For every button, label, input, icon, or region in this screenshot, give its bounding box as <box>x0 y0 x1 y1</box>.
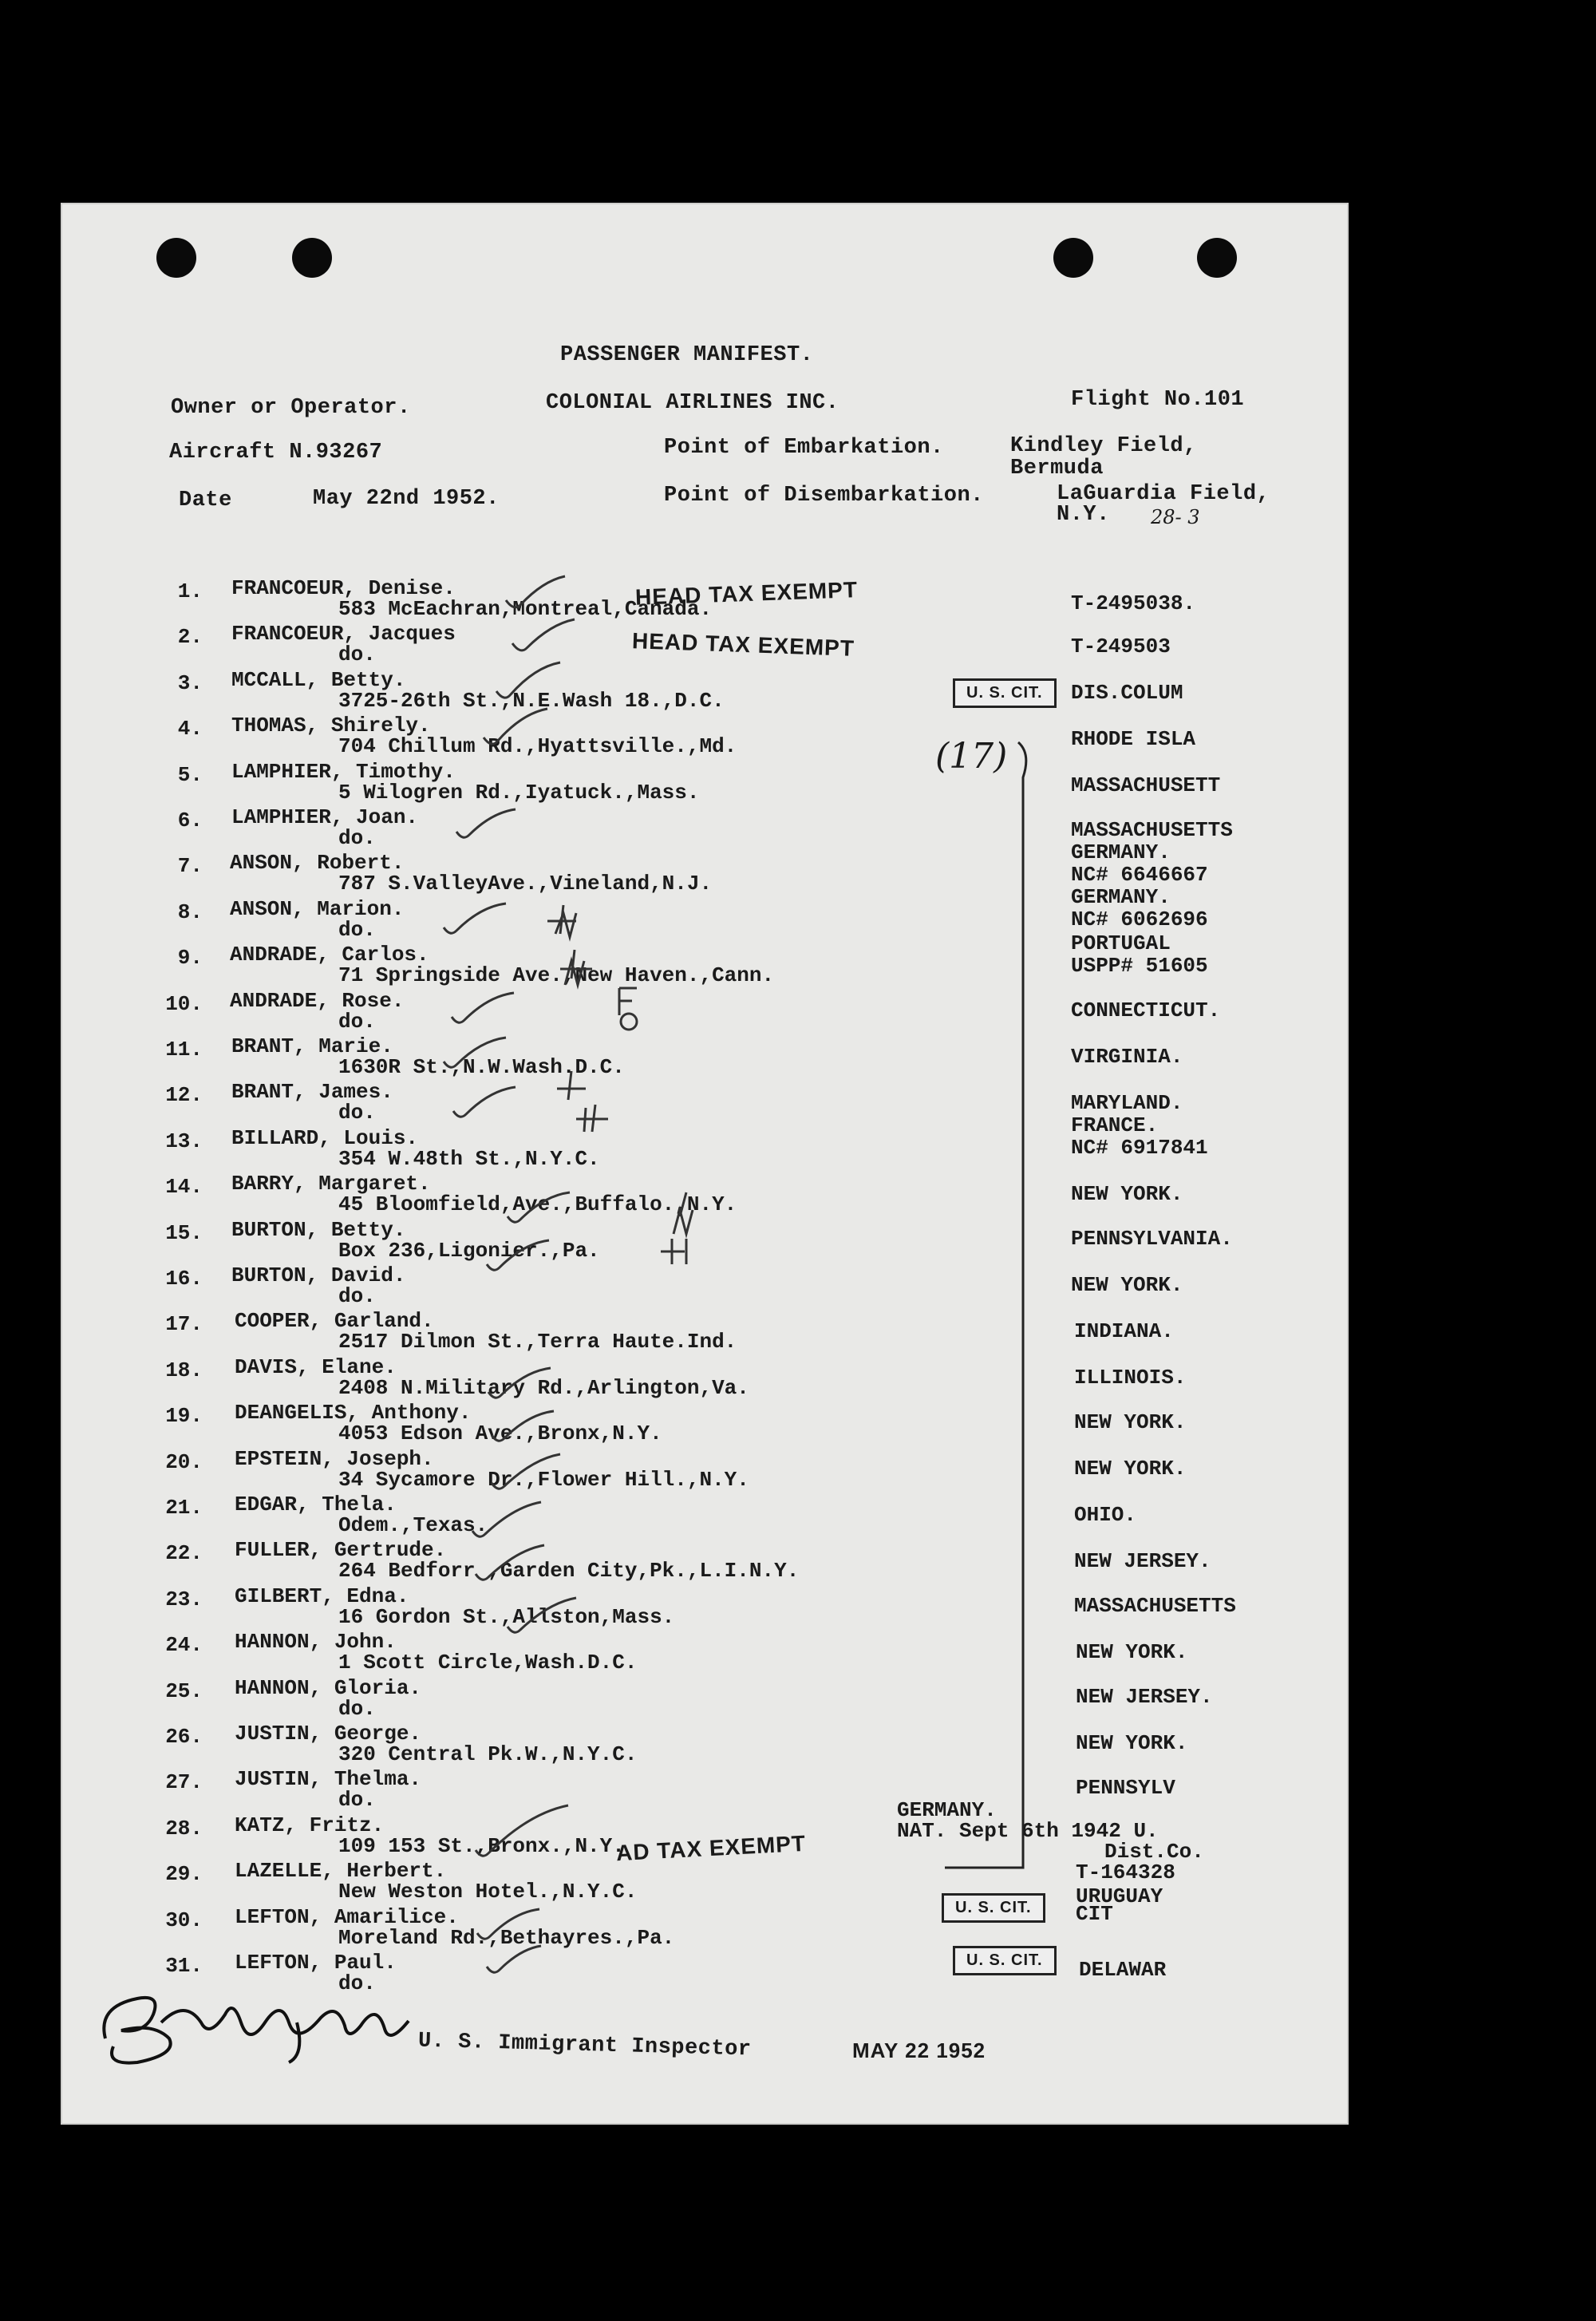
us-cit-stamp-3: U. S. CIT. <box>953 1946 1057 1975</box>
owner-label: Owner or Operator. <box>171 396 411 420</box>
citizenship-entry: NEW YORK. <box>1071 1182 1183 1206</box>
passenger-name: JUSTIN, George. <box>235 1722 422 1746</box>
citizenship-entry: NC# 6062696 <box>1071 907 1208 931</box>
passenger-name: BURTON, Betty. <box>231 1218 406 1242</box>
head-tax-stamp-1: HEAD TAX EXEMPT <box>634 577 859 610</box>
passenger-address: 109 153 St.,Bronx.,N.Y. <box>338 1834 625 1858</box>
passenger-address: 71 Springside Ave.,New Haven.,Cann. <box>338 963 775 987</box>
passenger-address: 1630R St.,N.W.Wash.D.C. <box>338 1055 625 1079</box>
page-title: PASSENGER MANIFEST. <box>560 343 814 367</box>
passenger-name: ANSON, Robert. <box>230 851 405 875</box>
citizenship-entry: MARYLAND. <box>1071 1091 1183 1115</box>
passenger-address: do. <box>338 643 376 666</box>
row-number: 19. <box>165 1404 203 1428</box>
passenger-address: do. <box>338 918 376 942</box>
row-number: 22. <box>165 1541 203 1565</box>
citizenship-entry: NC# 6646667 <box>1071 863 1208 887</box>
citizenship-entry: Dist.Co. <box>1104 1840 1204 1864</box>
passenger-name: BARRY, Margaret. <box>231 1172 431 1196</box>
row-number: 3. <box>177 671 203 695</box>
passenger-address: do. <box>338 1697 376 1721</box>
passenger-name: BRANT, James. <box>231 1080 393 1104</box>
passenger-name: LAMPHIER, Joan. <box>231 805 419 829</box>
date-label: Date <box>179 488 232 512</box>
citizenship-entry: FRANCE. <box>1071 1113 1159 1137</box>
bracket-count: (17) <box>935 736 1008 777</box>
citizenship-entry: CIT <box>1076 1902 1113 1926</box>
passenger-name: FULLER, Gertrude. <box>235 1538 447 1562</box>
citizenship-entry: NEW YORK. <box>1074 1457 1187 1481</box>
passenger-address: 1 Scott Circle,Wash.D.C. <box>338 1651 638 1675</box>
date-stamp: MAY 22 1952 <box>852 2038 986 2062</box>
manifest-sheet <box>61 203 1349 2125</box>
date-value: May 22nd 1952. <box>313 487 500 511</box>
passenger-address: 45 Bloomfield,Ave.,Buffalo.,N.Y. <box>338 1192 737 1216</box>
row-number: 4. <box>177 717 203 741</box>
citizenship-entry: NEW YORK. <box>1074 1410 1187 1434</box>
passenger-address: 5 Wilogren Rd.,Iyatuck.,Mass. <box>338 781 700 805</box>
embark-value-2: Bermuda <box>1010 457 1104 480</box>
passenger-address: New Weston Hotel.,N.Y.C. <box>338 1880 638 1904</box>
ref-handwritten: 28- 3 <box>1151 506 1200 528</box>
row-number: 8. <box>177 900 203 924</box>
citizenship-entry: MASSACHUSETTS <box>1074 1594 1236 1618</box>
embark-value: Kindley Field, <box>1010 434 1197 458</box>
passenger-address: 704 Chillum Rd.,Hyattsville.,Md. <box>338 734 737 758</box>
row-number: 25. <box>165 1679 203 1703</box>
head-tax-stamp-3: AD TAX EXEMPT <box>615 1830 807 1866</box>
citizenship-entry: OHIO. <box>1074 1503 1137 1527</box>
owner-value: COLONIAL AIRLINES INC. <box>546 391 839 415</box>
passenger-address: Moreland Rd.,Bethayres.,Pa. <box>338 1926 675 1950</box>
row-number: 13. <box>165 1129 203 1153</box>
row-number: 31. <box>165 1954 203 1978</box>
aircraft: Aircraft N.93267 <box>169 441 383 465</box>
citizenship-entry: NEW YORK. <box>1076 1731 1188 1755</box>
row-number: 20. <box>165 1450 203 1474</box>
passenger-address: Box 236,Ligonier.,Pa. <box>338 1239 600 1263</box>
row-number: 7. <box>177 854 203 878</box>
passenger-address: 4053 Edson Ave.,Bronx,N.Y. <box>338 1421 662 1445</box>
passenger-name: LEFTON, Amarilice. <box>235 1905 459 1929</box>
passenger-address: 320 Central Pk.W.,N.Y.C. <box>338 1742 638 1766</box>
passenger-address: 34 Sycamore Dr.,Flower Hill.,N.Y. <box>338 1468 749 1492</box>
citizenship-entry: NEW YORK. <box>1071 1273 1183 1297</box>
handwritten-marks <box>547 905 693 1264</box>
inspector-signature <box>89 1975 440 2070</box>
flight-number: Flight No.101 <box>1071 388 1245 412</box>
passenger-address: do. <box>338 1971 376 1995</box>
passenger-name: HANNON, Gloria. <box>235 1676 422 1700</box>
passenger-name: LEFTON, Paul. <box>235 1951 397 1975</box>
row-number: 11. <box>165 1038 203 1062</box>
citizenship-entry: NEW YORK. <box>1076 1640 1188 1664</box>
row-number: 15. <box>165 1221 203 1245</box>
passenger-address: 264 Bedforr ,Garden City,Pk.,L.I.N.Y. <box>338 1559 800 1583</box>
row-number: 1. <box>177 579 203 603</box>
disembark-value-2: N.Y. <box>1057 503 1110 527</box>
passenger-name: ANDRADE, Carlos. <box>230 943 429 967</box>
passenger-name: FRANCOEUR, Jacques <box>231 622 456 646</box>
passenger-name: HANNON, John. <box>235 1630 397 1654</box>
passenger-name: ANSON, Marion. <box>230 897 405 921</box>
passenger-name: LAZELLE, Herbert. <box>235 1859 447 1883</box>
passenger-address: 3725-26th St.,N.E.Wash 18.,D.C. <box>338 689 725 713</box>
passenger-name: COOPER, Garland. <box>235 1309 434 1333</box>
row-number: 29. <box>165 1862 203 1886</box>
citizenship-entry: DIS.COLUM <box>1071 681 1183 705</box>
citizenship-entry: URUGUAY <box>1076 1884 1163 1908</box>
row-number: 24. <box>165 1633 203 1657</box>
citizenship-entry: NEW JERSEY. <box>1076 1685 1213 1709</box>
row-number: 16. <box>165 1267 203 1291</box>
passenger-address: Odem.,Texas. <box>338 1513 488 1537</box>
citizenship-entry: MASSACHUSETT <box>1071 773 1221 797</box>
citizenship-entry: T-164328 <box>1076 1860 1175 1884</box>
passenger-address: 787 S.ValleyAve.,Vineland,N.J. <box>338 872 713 896</box>
passenger-name: LAMPHIER, Timothy. <box>231 760 456 784</box>
inspector-title: U. S. Immigrant Inspector <box>417 2029 752 2062</box>
embark-label: Point of Embarkation. <box>664 436 944 460</box>
disembark-value: LaGuardia Field, <box>1057 482 1270 506</box>
row-number: 17. <box>165 1312 203 1336</box>
passenger-name: ANDRADE, Rose. <box>230 989 405 1013</box>
citizenship-entry: INDIANA. <box>1074 1319 1174 1343</box>
passenger-name: JUSTIN, Thelma. <box>235 1767 422 1791</box>
citizenship-entry: NC# 6917841 <box>1071 1136 1208 1160</box>
passenger-address: 583 McEachran,Montreal,Canada. <box>338 597 713 621</box>
citizenship-entry: GERMANY. <box>1071 885 1171 909</box>
passenger-name: EDGAR, Thela. <box>235 1493 397 1516</box>
citizenship-entry: PORTUGAL <box>1071 931 1171 955</box>
citizenship-entry: PENNSYLVANIA. <box>1071 1227 1233 1251</box>
passenger-name: BILLARD, Louis. <box>231 1126 419 1150</box>
row-number: 30. <box>165 1908 203 1932</box>
row-number: 10. <box>165 992 203 1016</box>
passenger-address: do. <box>338 1101 376 1125</box>
passenger-name: FRANCOEUR, Denise. <box>231 576 456 600</box>
row-number: 9. <box>177 946 203 970</box>
citizenship-entry: NEW JERSEY. <box>1074 1549 1211 1573</box>
row-number: 6. <box>177 809 203 832</box>
row-number: 28. <box>165 1817 203 1841</box>
us-cit-stamp-2: U. S. CIT. <box>942 1893 1045 1923</box>
row-number: 26. <box>165 1725 203 1749</box>
passenger-address: 16 Gordon St.,Allston,Mass. <box>338 1605 675 1629</box>
passenger-name: KATZ, Fritz. <box>235 1813 385 1837</box>
us-cit-stamp-1: U. S. CIT. <box>953 678 1057 708</box>
citizenship-entry: RHODE ISLA <box>1071 727 1196 751</box>
citizenship-entry: T-2495038. <box>1071 591 1196 615</box>
check-marks <box>444 576 576 1972</box>
passenger-address: do. <box>338 1010 376 1034</box>
citizenship-entry: GERMANY. <box>897 1798 997 1822</box>
passenger-address: 2517 Dilmon St.,Terra Haute.Ind. <box>338 1330 737 1354</box>
row-number: 23. <box>165 1588 203 1611</box>
citizenship-entry: PENNSYLV <box>1076 1776 1175 1800</box>
head-tax-stamp-2: HEAD TAX EXEMPT <box>631 628 855 661</box>
passenger-name: BRANT, Marie. <box>231 1034 393 1058</box>
row-number: 21. <box>165 1496 203 1520</box>
passenger-name: GILBERT, Edna. <box>235 1584 409 1608</box>
row-number: 12. <box>165 1083 203 1107</box>
citizenship-entry: VIRGINIA. <box>1071 1045 1183 1069</box>
citizenship-entry: MASSACHUSETTS <box>1071 818 1233 842</box>
row-number: 18. <box>165 1358 203 1382</box>
passenger-name: MCCALL, Betty. <box>231 668 406 692</box>
citizenship-entry: DELAWAR <box>1079 1958 1167 1982</box>
row-number: 14. <box>165 1175 203 1199</box>
citizenship-entry: CONNECTICUT. <box>1071 998 1221 1022</box>
citizenship-entry: T-249503 <box>1071 635 1171 658</box>
citizenship-entry: NAT. Sept 6th 1942 U. <box>897 1819 1159 1843</box>
row-number: 2. <box>177 625 203 649</box>
passenger-address: 354 W.48th St.,N.Y.C. <box>338 1147 600 1171</box>
passenger-name: THOMAS, Shirely. <box>231 714 431 737</box>
citizenship-entry: ILLINOIS. <box>1074 1366 1187 1390</box>
disembark-label: Point of Disembarkation. <box>664 484 984 508</box>
citizenship-entry: GERMANY. <box>1071 840 1171 864</box>
citizenship-entry: USPP# 51605 <box>1071 954 1208 978</box>
passenger-address: 2408 N.Military Rd.,Arlington,Va. <box>338 1376 749 1400</box>
passenger-address: do. <box>338 1788 376 1812</box>
passenger-name: DEANGELIS, Anthony. <box>235 1401 472 1425</box>
passenger-address: do. <box>338 826 376 850</box>
row-number: 5. <box>177 763 203 787</box>
passenger-name: DAVIS, Elane. <box>235 1355 397 1379</box>
passenger-name: EPSTEIN, Joseph. <box>235 1447 434 1471</box>
passenger-name: BURTON, David. <box>231 1263 406 1287</box>
row-number: 27. <box>165 1770 203 1794</box>
bracket-line <box>61 203 1349 2125</box>
passenger-address: do. <box>338 1284 376 1308</box>
